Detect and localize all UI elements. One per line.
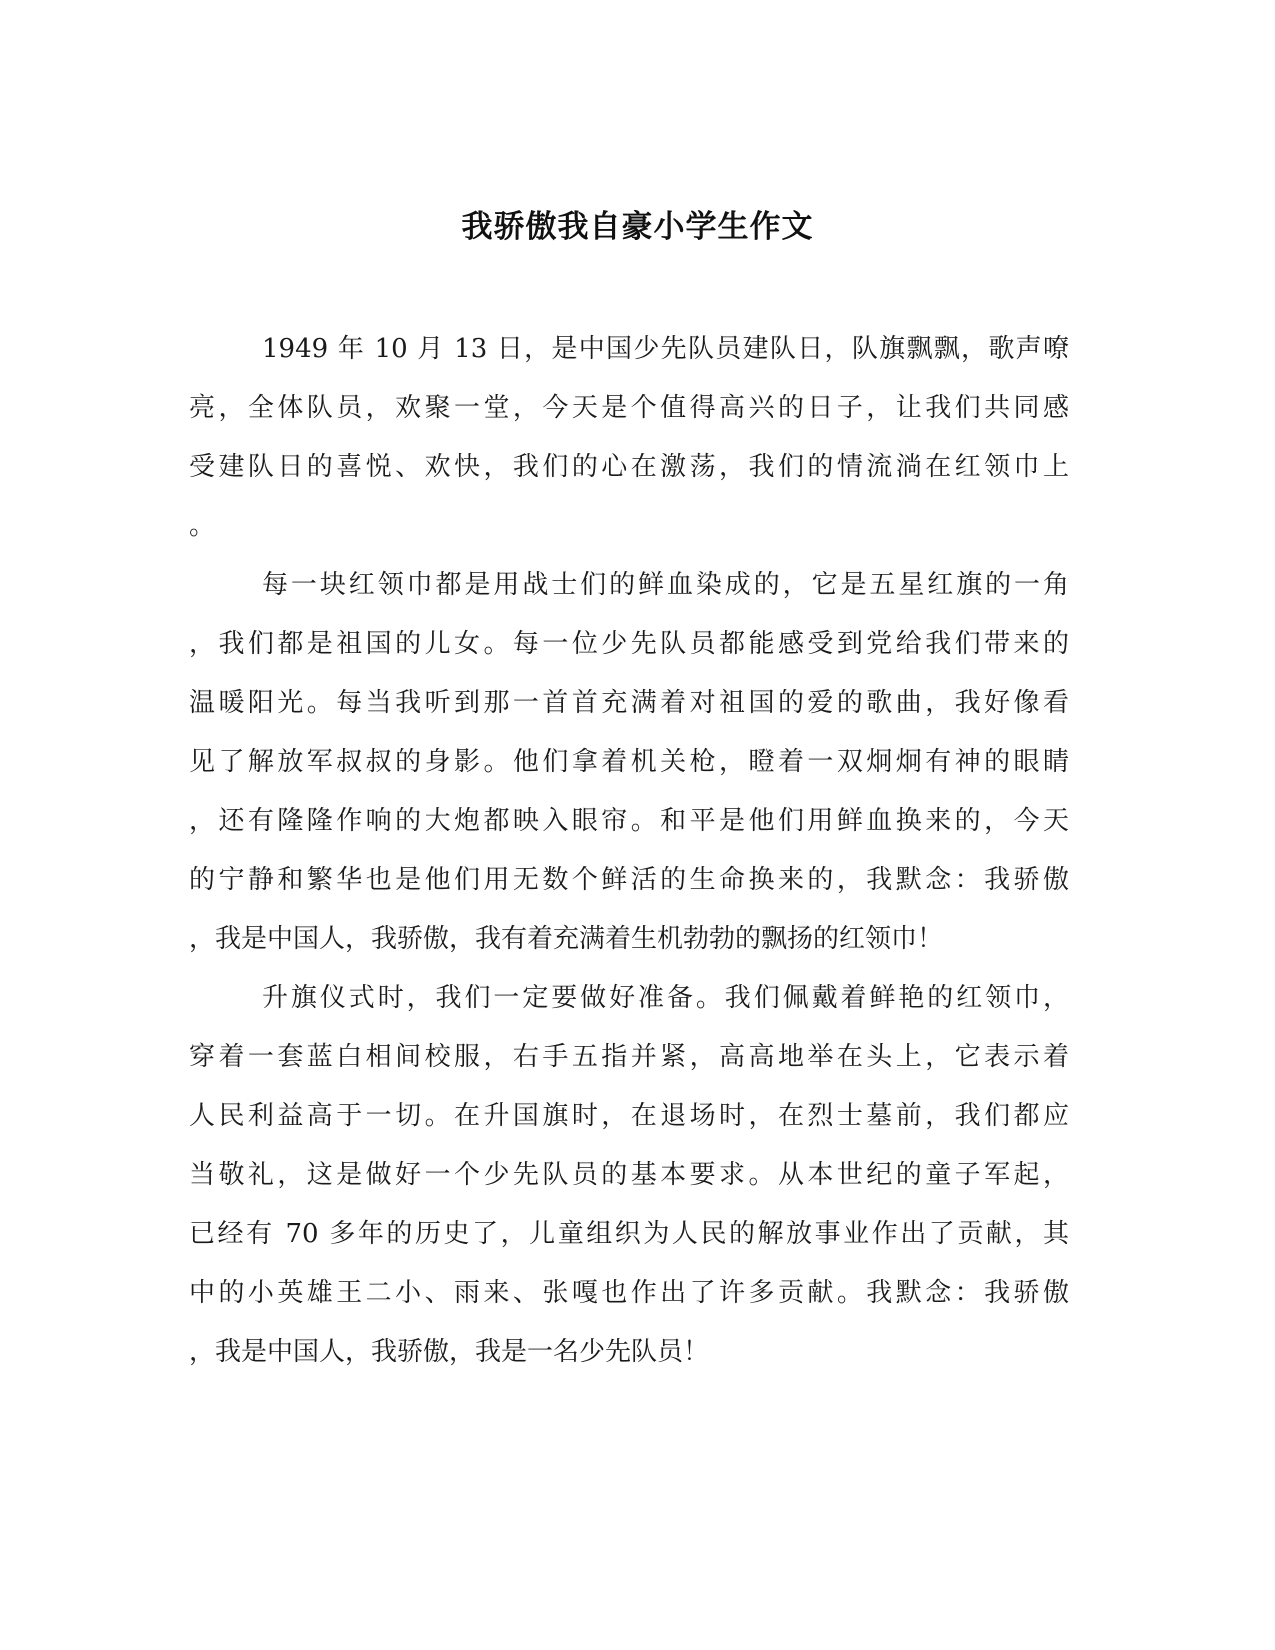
paragraph-3-line-4: 当敬礼，这是做好一个少先队员的基本要求。从本世纪的童子军起， — [189, 1160, 1069, 1190]
paragraph-2-line-4: 见了解放军叔叔的身影。他们拿着机关枪，瞪着一双炯炯有神的眼睛 — [189, 747, 1069, 777]
paragraph-3-line-1: 升旗仪式时，我们一定要做好准备。我们佩戴着鲜艳的红领巾， — [262, 983, 1069, 1013]
paragraph-2-line-2: ，我们都是祖国的儿女。每一位少先队员都能感受到党给我们带来的 — [189, 629, 1069, 659]
paragraph-3-line-2: 穿着一套蓝白相间校服，右手五指并紧，高高地举在头上，它表示着 — [189, 1042, 1069, 1072]
paragraph-2-line-6: 的宁静和繁华也是他们用无数个鲜活的生命换来的，我默念：我骄傲 — [189, 865, 1069, 895]
paragraph-1-line-4: 。 — [189, 511, 216, 541]
paragraph-1-line-3: 受建队日的喜悦、欢快，我们的心在激荡，我们的情流淌在红领巾上 — [189, 452, 1069, 482]
paragraph-1-line-2: 亮，全体队员，欢聚一堂，今天是个值得高兴的日子，让我们共同感 — [189, 393, 1069, 423]
paragraph-2-line-5: ，还有隆隆作响的大炮都映入眼帘。和平是他们用鲜血换来的，今天 — [189, 806, 1069, 836]
paragraph-3-line-5: 已经有 70 多年的历史了，儿童组织为人民的解放事业作出了贡献，其 — [189, 1219, 1069, 1249]
paragraph-3-line-6: 中的小英雄王二小、雨来、张嘎也作出了许多贡献。我默念：我骄傲 — [189, 1278, 1069, 1308]
document-title: 我骄傲我自豪小学生作文 — [461, 209, 814, 245]
paragraph-2-line-1: 每一块红领巾都是用战士们的鲜血染成的，它是五星红旗的一角 — [262, 570, 1069, 600]
document-body — [189, 320, 1069, 1382]
paragraph-3-line-7: ，我是中国人，我骄傲，我是一名少先队员！ — [189, 1337, 710, 1367]
paragraph-2-line-7: ，我是中国人，我骄傲，我有着充满着生机勃勃的飘扬的红领巾！ — [189, 924, 944, 954]
paragraph-2-line-3: 温暖阳光。每当我听到那一首首充满着对祖国的爱的歌曲，我好像看 — [189, 688, 1069, 718]
paragraph-1-line-1: 1949 年 10 月 13 日，是中国少先队员建队日，队旗飘飘，歌声嘹 — [262, 334, 1069, 364]
paragraph-3-line-3: 人民利益高于一切。在升国旗时，在退场时，在烈士墓前，我们都应 — [189, 1101, 1069, 1131]
